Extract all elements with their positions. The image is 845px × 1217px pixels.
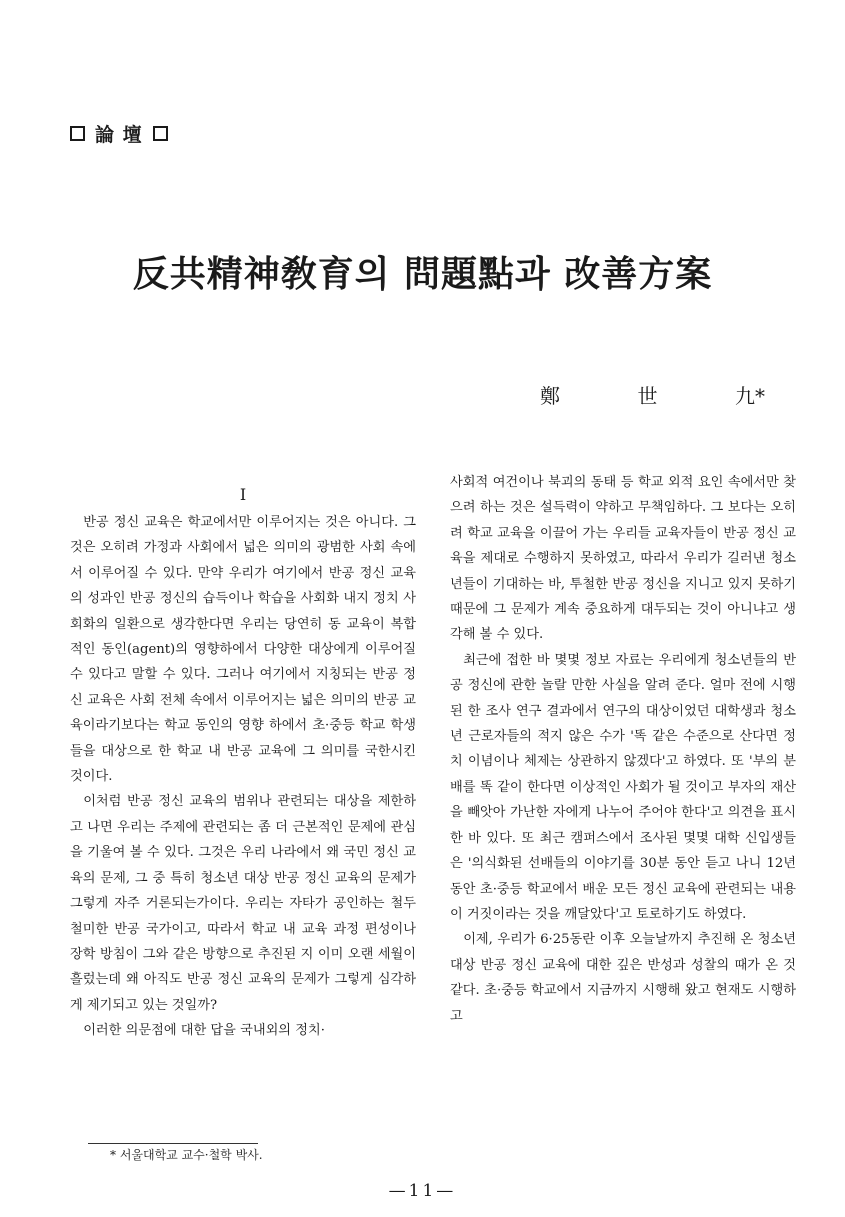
right-column: [450, 470, 796, 1029]
close-box-icon: [153, 126, 168, 141]
left-paragraph-1: 반공 정신 교육은 학교에서만 이루어지는 것은 아니다. 그것은 오히려 가정과 사회에서 넓은 의미의 광범한 사회 속에서 이루어질 수 있다. 만약 우리가 여기에서 반공 정신 교육의 성과인 반공 정신의 습득이나 학습을 사회화 내지 정치 사회화의 일환으로 생각한다면 우리는 당연히 동 교육이 복합적인 동인(agent)의 영향하에서 다양한 대상에게 이루어질 수 있다고 말할 수 있다. 그러나 여기에서 지칭되는 반공 정신 교육은 사회 전체 속에서 이루어지는 넓은 의미의 반공 교육이라기보다는 학교 동인의 영향 하에서 초·중등 학교 학생들을 대상으로 한 학교 내 반공 교육에 그 의미를 국한시킨 것이다.: [70, 515, 416, 785]
footnote: * 서울대학교 교수·철학 박사.: [110, 1148, 263, 1162]
author-line: [540, 380, 765, 409]
author-name-part-2: 世: [637, 384, 658, 408]
author-name-part-3: 九*: [735, 384, 765, 408]
section-label-text: 論 壇: [95, 124, 143, 146]
section-label: [70, 120, 168, 147]
left-column: [70, 470, 416, 1044]
section-number: I: [239, 485, 247, 504]
article-title: 反共精神敎育의 問題點과 改善方案: [132, 253, 713, 295]
page-number: —11—: [388, 1181, 457, 1201]
open-box-icon: [70, 126, 85, 141]
left-paragraph-3: 이러한 의문점에 대한 답을 국내외의 정치·: [83, 1023, 325, 1039]
right-paragraph-3: 이제, 우리가 6·25동란 이후 오늘날까지 추진해 온 청소년 대상 반공 정신 교육에 대한 깊은 반성과 성찰의 때가 온 것 같다. 초·중등 학교에서 지금까지 시행해 왔고 현재도 시행하고: [450, 932, 796, 1024]
left-paragraph-2: 이처럼 반공 정신 교육의 범위나 관련되는 대상을 제한하고 나면 우리는 주제에 관련되는 좀 더 근본적인 문제에 관심을 기울여 볼 수 있다. 그것은 우리 나라에서 왜 국민 정신 교육의 문제, 그 중 특히 청소년 대상 반공 정신 교육의 문제가 그렇게 자주 거론되는가이다. 우리는 자타가 공인하는 철두철미한 반공 국가이고, 따라서 학교 내 교육 과정 편성이나 장학 방침이 그와 같은 방향으로 추진된 지 이미 오랜 세월이 흘렀는데 왜 아직도 반공 정신 교육의 문제가 그렇게 심각하게 제기되고 있는 것일까?: [70, 794, 416, 1013]
author-name-part-1: 鄭: [540, 384, 560, 408]
right-paragraph-2: 최근에 접한 바 몇몇 정보 자료는 우리에게 청소년들의 반공 정신에 관한 놀랄 만한 사실을 알려 준다. 얼마 전에 시행된 한 조사 연구 결과에서 연구의 대상이었던 대학생과 청소년 근로자들의 적지 않은 수가 '똑 같은 수준으로 산다면 정치 이념이나 체제는 상관하지 않겠다'고 하였다. 또 '부의 분배를 똑 같이 한다면 이상적인 사회가 될 것이고 부자의 재산을 빼앗아 가난한 자에게 나누어 주어야 한다'고 의견을 표시한 바 있다. 또 최근 캠퍼스에서 조사된 몇몇 대학 신입생들은 '의식화된 선배들의 이야기를 30분 동안 듣고 나니 12년 동안 초·중등 학교에서 배운 모든 정신 교육에 관련되는 내용이 거짓이라는 것을 깨달았다'고 토로하기도 하였다.: [450, 652, 796, 922]
footnote-divider: [88, 1143, 258, 1144]
right-paragraph-1: 사회적 여건이나 북괴의 동태 등 학교 외적 요인 속에서만 찾으려 하는 것은 설득력이 약하고 무책임하다. 그 보다는 오히려 학교 교육을 이끌어 가는 우리들 교육자들이 반공 정신 교육을 제대로 수행하지 못하였고, 따라서 우리가 길러낸 청소년들이 기대하는 바, 투철한 반공 정신을 지니고 있지 못하기 때문에 그 문제가 계속 중요하게 대두되는 것이 아니냐고 생각해 볼 수 있다.: [450, 475, 796, 643]
